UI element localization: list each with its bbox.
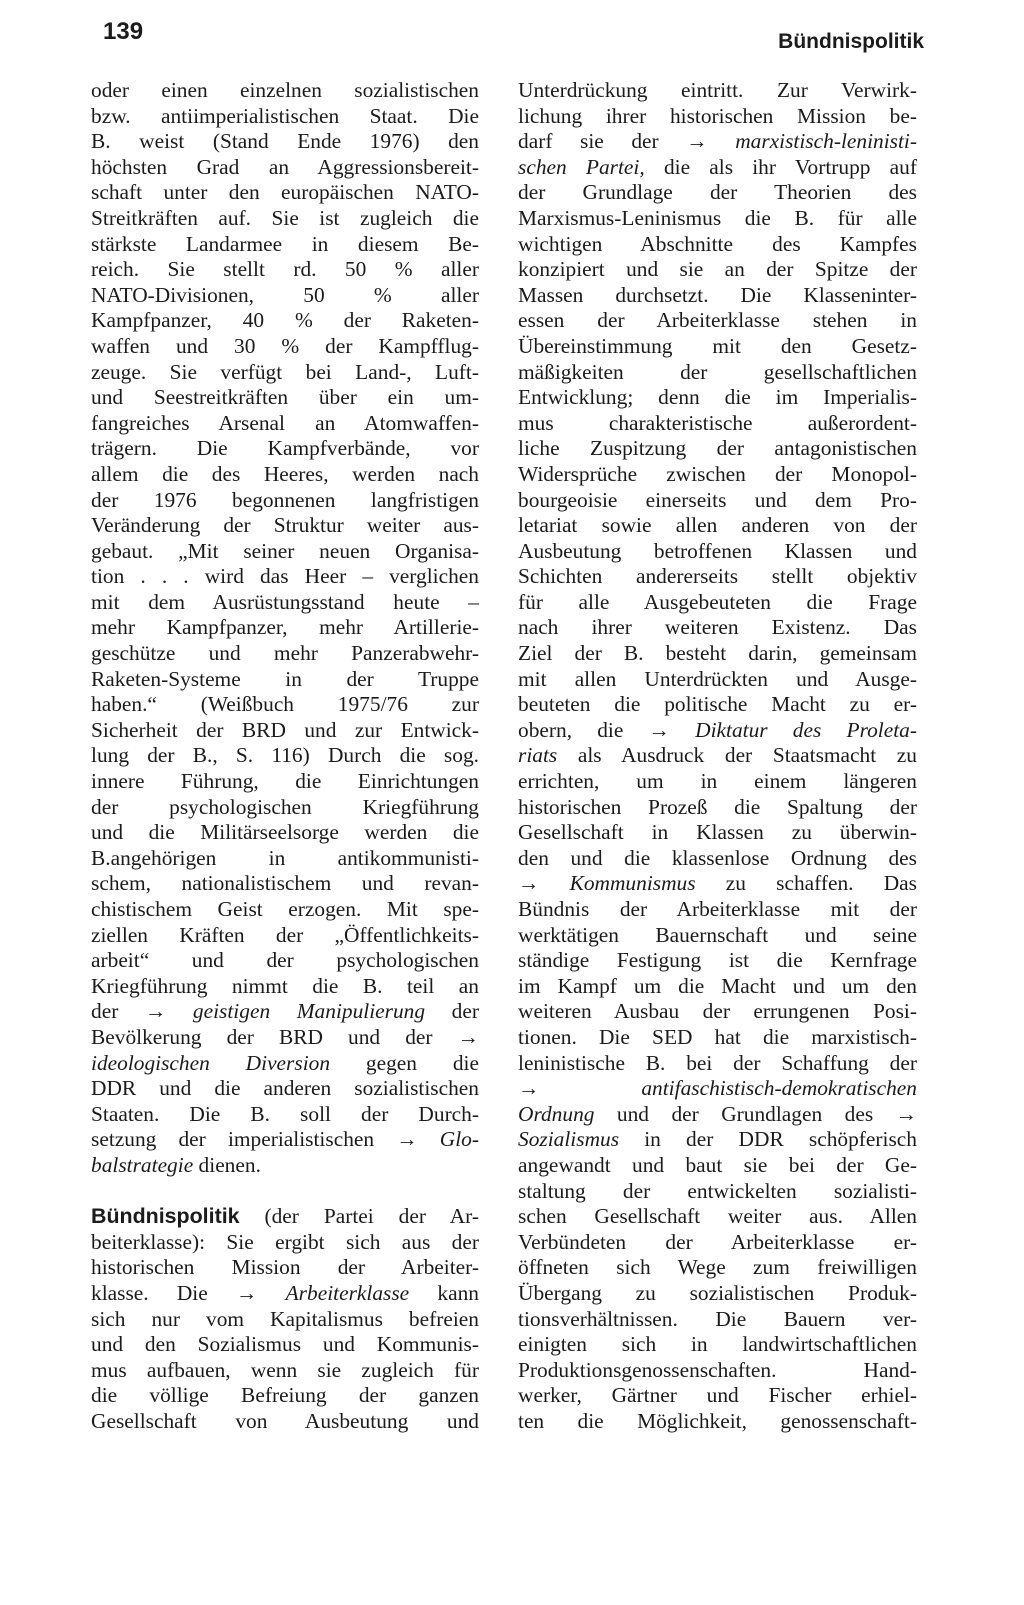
left-column	[91, 78, 479, 1434]
text-line	[518, 1051, 917, 1077]
text-line	[91, 1051, 479, 1077]
line-text: Verbündeten der Arbeiterklasse er-	[518, 1229, 917, 1254]
line-text: oder einen einzelnen sozialistischen	[91, 78, 479, 102]
text-line	[91, 206, 479, 232]
line-text: Kampfpanzer, 40 % der Raketen-	[91, 308, 479, 333]
line-text: öffneten sich Wege zum freiwilligen	[518, 1255, 917, 1280]
line-text: gebaut. „Mit seiner neuen Organisa-	[91, 538, 479, 563]
line-text: ten die Möglichkeit, genossenschaft-	[518, 1408, 917, 1433]
line-text: haben.“ (Weißbuch 1975/76 zur	[91, 692, 479, 717]
text-line	[518, 974, 917, 1000]
line-text: im Kampf um die Macht und um den	[518, 973, 917, 998]
text-line	[91, 488, 479, 514]
text-line	[518, 1153, 917, 1179]
line-text: Streitkräften auf. Sie ist zugleich die	[91, 205, 479, 230]
line-text: Veränderung der Struktur weiter aus-	[91, 513, 479, 538]
text-line	[91, 667, 479, 693]
line-text: DDR und die anderen sozialistischen	[91, 1076, 479, 1101]
cross-reference: Glo-	[439, 1127, 479, 1152]
cross-reference: geistigen Manipulierung	[192, 999, 426, 1024]
text-line	[518, 1409, 917, 1435]
text-line	[518, 846, 917, 872]
cross-reference: marxistisch-leninisti-	[735, 129, 917, 154]
cross-reference: schen Partei,	[518, 154, 645, 179]
text-line	[91, 232, 479, 258]
text-line	[91, 999, 479, 1025]
line-text: Ziel der B. besteht darin, gemeinsam	[518, 641, 917, 666]
line-text: historischen Prozeß die Spaltung der	[518, 794, 917, 819]
line-text: allem die des Heeres, werden nach	[91, 461, 479, 486]
line-text: bourgeoisie einerseits und dem Pro-	[518, 487, 917, 512]
text-line	[91, 923, 479, 949]
line-text: weiteren Ausbau der errungenen Posi-	[518, 999, 917, 1024]
line-text: Unterdrückung eintritt. Zur Verwirk-	[518, 78, 917, 102]
line-text: schen Gesellschaft weiter aus. Allen	[518, 1204, 917, 1229]
line-text: und Seestreitkräften über ein um-	[91, 385, 479, 410]
line-text: Widersprüche zwischen der Monopol-	[518, 461, 917, 486]
text-line	[518, 104, 917, 130]
line-text: die völlige Befreiung der ganzen	[91, 1383, 479, 1408]
text-line	[91, 1358, 479, 1384]
text-line	[91, 1307, 479, 1333]
line-text: geschütze und mehr Panzerabwehr-	[91, 641, 479, 666]
text-line	[518, 232, 917, 258]
line-text: mehr Kampfpanzer, mehr Artillerie-	[91, 615, 479, 640]
text-line	[518, 436, 917, 462]
text-line	[518, 488, 917, 514]
cross-reference: Diktatur des Proleta-	[695, 717, 918, 742]
text-line	[91, 513, 479, 539]
line-text: für alle Ausgebeuteten die Frage	[518, 589, 917, 614]
text-line	[518, 999, 917, 1025]
text-line	[518, 539, 917, 565]
text-line	[518, 667, 917, 693]
line-text: Bündnis der Arbeiterklasse mit der	[518, 897, 917, 921]
line-text: B.angehörigen in antikommunisti-	[91, 845, 479, 870]
text-line	[518, 283, 917, 309]
text-line	[91, 820, 479, 846]
line-text: lichung ihrer historischen Mission be-	[518, 103, 917, 128]
line-text: Bevölkerung der BRD und der →	[91, 1024, 479, 1049]
line-text: tionen. Die SED hat die marxistisch-	[518, 1024, 917, 1049]
text-line	[91, 769, 479, 795]
text-line	[91, 974, 479, 1000]
text-line	[91, 360, 479, 386]
text-line	[91, 897, 479, 923]
text-line	[91, 462, 479, 488]
line-text: Staaten. Die B. soll der Durch-	[91, 1101, 479, 1126]
text-line	[518, 513, 917, 539]
line-text: und der Grundlagen des →	[594, 1101, 917, 1126]
cross-reference: Kommunismus	[569, 871, 696, 896]
line-text: mit dem Ausrüstungsstand heute –	[91, 589, 479, 614]
line-text: Kriegführung nimmt die B. teil an	[91, 973, 479, 998]
line-text: stärkste Landarmee in diesem Be-	[91, 231, 479, 256]
text-line	[91, 283, 479, 309]
line-text: schem, nationalistischem und revan-	[91, 871, 479, 896]
text-line	[518, 1076, 917, 1102]
text-line	[91, 180, 479, 206]
text-line	[91, 539, 479, 565]
text-line	[91, 795, 479, 821]
right-column	[518, 78, 917, 1434]
line-text: und den Sozialismus und Kommunis-	[91, 1332, 479, 1357]
text-line	[518, 820, 917, 846]
text-line	[518, 564, 917, 590]
text-line	[518, 1307, 917, 1333]
line-text: Entwicklung; denn die im Imperialis-	[518, 385, 917, 410]
text-line	[518, 1179, 917, 1205]
line-text: Schichten andererseits stellt objektiv	[518, 564, 917, 589]
line-text: setzung der imperialistischen →	[91, 1127, 440, 1152]
line-text: liche Zuspitzung der antagonistischen	[518, 436, 917, 461]
text-line	[91, 411, 479, 437]
line-text: werktätigen Bauernschaft und seine	[518, 922, 917, 947]
text-line	[518, 897, 917, 923]
line-text: Raketen-Systeme in der Truppe	[91, 666, 479, 691]
line-text: der 1976 begonnenen langfristigen	[91, 487, 479, 512]
paragraph-gap	[91, 1179, 479, 1205]
line-text: der →	[91, 999, 193, 1024]
line-text: (der Partei der Ar-	[239, 1204, 479, 1229]
line-text: arbeit“ und der psychologischen	[91, 948, 479, 973]
text-line	[91, 436, 479, 462]
line-text: kann	[409, 1280, 479, 1305]
text-line	[518, 1383, 917, 1409]
line-text: obern, die →	[518, 717, 696, 742]
text-line	[518, 692, 917, 718]
text-line	[518, 129, 917, 155]
text-line	[518, 1255, 917, 1281]
text-line	[518, 923, 917, 949]
page-number: 139	[103, 18, 144, 45]
text-line	[91, 641, 479, 667]
text-line	[518, 1358, 917, 1384]
text-line	[91, 564, 479, 590]
text-line	[518, 411, 917, 437]
line-text: Produktionsgenossenschaften. Hand-	[518, 1357, 917, 1382]
line-text: B. weist (Stand Ende 1976) den	[91, 129, 479, 154]
text-line	[91, 590, 479, 616]
text-line	[91, 1383, 479, 1409]
text-line	[91, 104, 479, 130]
text-line	[91, 1076, 479, 1102]
text-line	[518, 718, 917, 744]
line-text: Gesellschaft von Ausbeutung und	[91, 1408, 479, 1433]
text-line	[518, 360, 917, 386]
text-line	[518, 641, 917, 667]
line-text: konzipiert und sie an der Spitze der	[518, 257, 917, 282]
text-line	[518, 615, 917, 641]
text-line	[518, 462, 917, 488]
line-text: chistischem Geist erzogen. Mit spe-	[91, 897, 479, 921]
text-line	[518, 795, 917, 821]
text-line	[91, 1025, 479, 1051]
line-text: mäßigkeiten der gesellschaftlichen	[518, 359, 917, 384]
line-text: Marxismus-Leninismus die B. für alle	[518, 205, 917, 230]
line-text: zu schaffen. Das	[695, 871, 917, 896]
text-line	[91, 155, 479, 181]
text-line	[518, 1281, 917, 1307]
line-text: innere Führung, die Einrichtungen	[91, 769, 479, 794]
text-line	[518, 1127, 917, 1153]
text-line	[91, 1230, 479, 1256]
text-line	[91, 871, 479, 897]
text-line	[518, 1230, 917, 1256]
text-line	[91, 1204, 479, 1230]
line-text: beuteten die politische Macht zu er-	[518, 692, 917, 717]
text-line	[518, 206, 917, 232]
text-line	[91, 948, 479, 974]
line-text: reich. Sie stellt rd. 50 % aller	[91, 257, 479, 282]
text-line	[91, 615, 479, 641]
line-text: als Ausdruck der Staatsmacht zu	[557, 743, 917, 768]
line-text: →	[518, 871, 570, 896]
text-line	[518, 743, 917, 769]
line-text: der	[425, 999, 479, 1024]
line-text: gegen die	[330, 1050, 479, 1075]
line-text: historischen Mission der Arbeiter-	[91, 1255, 479, 1280]
line-text: in der DDR schöpferisch	[619, 1127, 917, 1152]
text-line	[518, 78, 917, 104]
cross-reference: riats	[518, 743, 558, 768]
line-text: bzw. antiimperialistischen Staat. Die	[91, 103, 479, 128]
text-line	[518, 308, 917, 334]
line-text: sich nur vom Kapitalismus befreien	[91, 1306, 479, 1331]
cross-reference: ideologischen Diversion	[91, 1050, 331, 1075]
line-text: tion . . . wird das Heer – verglichen	[91, 564, 479, 589]
text-line	[518, 769, 917, 795]
text-line	[91, 78, 479, 104]
line-text: darf sie der →	[518, 129, 736, 154]
line-text: Übereinstimmung mit den Gesetz-	[518, 333, 917, 358]
cross-reference: Arbeiterklasse	[285, 1280, 410, 1305]
line-text: ziellen Kräften der „Öffentlichkeits-	[91, 922, 479, 947]
text-line	[518, 948, 917, 974]
text-line	[518, 1102, 917, 1128]
line-text: einigten sich in landwirtschaftlichen	[518, 1332, 917, 1357]
line-text: klasse. Die →	[91, 1280, 286, 1305]
text-line	[518, 334, 917, 360]
line-text: wichtigen Abschnitte des Kampfes	[518, 231, 917, 256]
line-text: höchsten Grad an Aggressionsbereit-	[91, 154, 479, 179]
text-line	[518, 385, 917, 411]
line-text: Sicherheit der BRD und zur Entwick-	[91, 717, 479, 742]
line-text: werker, Gärtner und Fischer erhiel-	[518, 1383, 917, 1408]
text-line	[91, 1127, 479, 1153]
line-text: schaft unter den europäischen NATO-	[91, 180, 479, 205]
text-line	[91, 1281, 479, 1307]
text-line	[518, 180, 917, 206]
line-text: tionsverhältnissen. Die Bauern ver-	[518, 1306, 917, 1331]
line-text: den und die klassenlose Ordnung des	[518, 845, 917, 870]
text-line	[518, 871, 917, 897]
line-text: Übergang zu sozialistischen Produk-	[518, 1280, 917, 1305]
text-line	[518, 1332, 917, 1358]
line-text: Ausbeutung betroffenen Klassen und	[518, 538, 917, 563]
text-line	[91, 1332, 479, 1358]
text-line	[91, 308, 479, 334]
line-text: nach ihrer weiteren Existenz. Das	[518, 615, 917, 640]
line-text: Gesellschaft in Klassen zu überwin-	[518, 820, 917, 845]
text-line	[91, 1102, 479, 1128]
cross-reference: antifaschistisch-demokratischen	[641, 1076, 917, 1101]
line-text: mit allen Unterdrückten und Ausge-	[518, 666, 917, 691]
line-text: angewandt und baut sie bei der Ge-	[518, 1152, 917, 1177]
text-line	[91, 1153, 479, 1179]
line-text: der psychologischen Kriegführung	[91, 794, 479, 819]
text-line	[518, 1204, 917, 1230]
text-line	[91, 1255, 479, 1281]
text-line	[518, 590, 917, 616]
line-text: leninistische B. bei der Schaffung der	[518, 1050, 917, 1075]
line-text: mus charakteristische außerordent-	[518, 410, 917, 435]
line-text: dienen.	[193, 1152, 261, 1177]
text-line	[518, 257, 917, 283]
line-text: staltung der entwickelten sozialisti-	[518, 1178, 917, 1203]
text-line	[91, 718, 479, 744]
line-text: fangreiches Arsenal an Atomwaffen-	[91, 410, 479, 435]
cross-reference: Sozialismus	[518, 1127, 620, 1152]
text-line	[91, 1409, 479, 1435]
line-text: mus aufbauen, wenn sie zugleich für	[91, 1357, 479, 1382]
line-text: essen der Arbeiterklasse stehen in	[518, 308, 917, 333]
line-text: waffen und 30 % der Kampfflug-	[91, 333, 479, 358]
line-text: NATO-Divisionen, 50 % aller	[91, 282, 479, 307]
line-text: zeuge. Sie verfügt bei Land-, Luft-	[91, 359, 479, 384]
line-text: und die Militärseelsorge werden die	[91, 820, 479, 845]
line-text: letariat sowie allen anderen von der	[518, 513, 917, 538]
text-line	[518, 155, 917, 181]
text-line	[91, 129, 479, 155]
text-line	[91, 334, 479, 360]
line-text: ständige Festigung ist die Kernfrage	[518, 948, 917, 973]
cross-reference: Ordnung	[518, 1101, 595, 1126]
line-text: die als ihr Vortrupp auf	[644, 154, 917, 179]
text-line	[91, 846, 479, 872]
text-line	[91, 257, 479, 283]
text-line	[91, 385, 479, 411]
cross-reference: balstrategie	[91, 1152, 194, 1177]
running-head: Bündnispolitik	[778, 30, 924, 53]
line-text: beiterklasse): Sie ergibt sich aus der	[91, 1229, 479, 1254]
line-text: →	[518, 1076, 642, 1101]
text-line	[91, 743, 479, 769]
line-text: trägern. Die Kampfverbände, vor	[91, 436, 479, 461]
line-text: der Grundlage der Theorien des	[518, 180, 917, 205]
line-text: Massen durchsetzt. Die Klasseninter-	[518, 282, 917, 307]
line-text: lung der B., S. 116) Durch die sog.	[91, 743, 479, 768]
entry-headword: Bündnispolitik	[91, 1204, 240, 1229]
text-line	[91, 692, 479, 718]
line-text: errichten, um in einem längeren	[518, 769, 917, 794]
text-line	[518, 1025, 917, 1051]
